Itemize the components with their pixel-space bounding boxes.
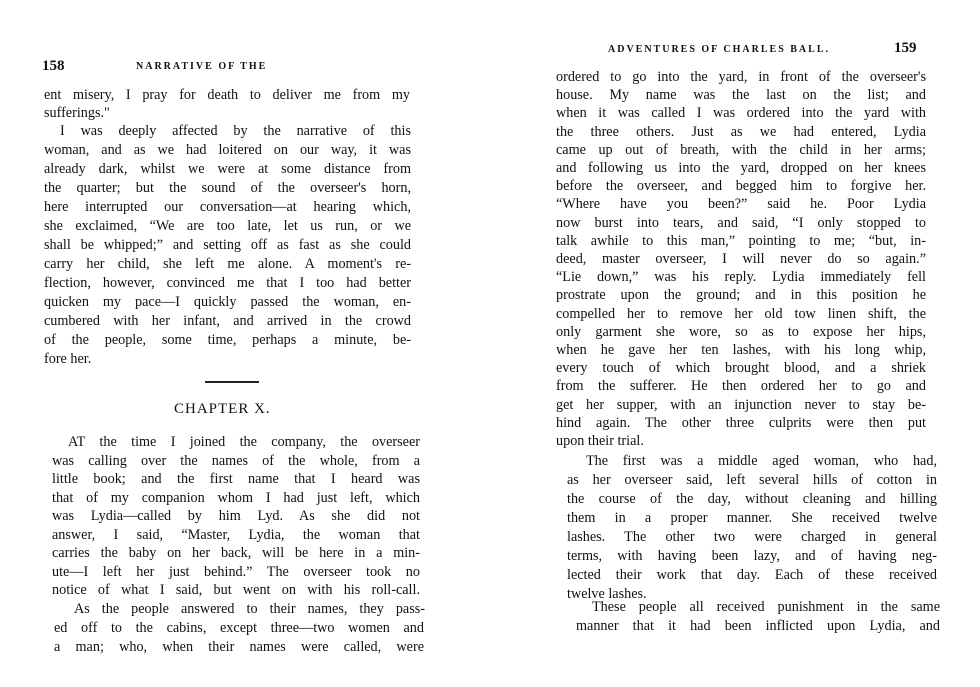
text-line: carry her child, she left me alone. A moment's re- xyxy=(44,256,411,272)
text-line: deed, master overseer, I will never do so again.” xyxy=(556,251,926,267)
text-line: I was deeply affected by the narrative of this xyxy=(60,123,411,139)
text-line: came up out of breath, with the child in her arms; xyxy=(556,141,926,158)
text-line: woman, and as we had loitered on our way, it was xyxy=(44,142,411,158)
text-line: prostrate upon the ground; and in this position he xyxy=(556,287,926,304)
text-line: quicken my pace—I quickly passed the woman, en- xyxy=(44,294,411,310)
text-line: twelve lashes. xyxy=(567,586,647,602)
text-line: lected their work that day. Each of these received xyxy=(567,567,937,583)
text-line: sufferings." xyxy=(44,105,110,121)
text-line: notice of what I said, but went on with his roll-call. xyxy=(52,582,420,598)
text-line: from the sufferer. He then ordered her to go and xyxy=(556,378,926,395)
text-line: The first was a middle aged woman, who had, xyxy=(586,453,937,469)
text-line: when he gave her ten lashes, with his long whip, xyxy=(556,342,926,358)
text-line: the quarter; but the sound of the overseer's horn, xyxy=(44,180,411,196)
text-line: and following us into the yard, dropped on her knees xyxy=(556,160,926,176)
text-line: the three others. Just as we had entered, Lydia xyxy=(556,123,926,140)
text-line: only garment she wore, so as to expose her hips, xyxy=(556,323,926,340)
text-line: here interrupted our conversation—at hearing which, xyxy=(44,199,411,215)
text-line: that of my companion whom I had just left, which xyxy=(52,489,420,506)
page-number: 158 xyxy=(42,58,65,74)
text-line: talk awhile to this man,” pointing to me; “but, in- xyxy=(556,232,926,249)
text-line: shall be whipped;” and setting off as fast as she could xyxy=(44,237,411,253)
text-line: compelled her to remove her old tow linen shift, the xyxy=(556,305,926,322)
text-line: house. My name was the last on the list; and xyxy=(556,87,926,104)
text-line: ordered to go into the yard, in front of the overseer's xyxy=(556,69,926,85)
text-line: the course of the day, without cleaning and hilling xyxy=(567,491,937,507)
text-line: answer, I said, “Master, Lydia, the woman that xyxy=(52,526,420,543)
section-divider xyxy=(205,381,259,383)
text-line: she exclaimed, “We are too late, let us run, or we xyxy=(44,218,411,234)
text-line: a man; who, when their names were called, were xyxy=(54,639,424,655)
text-line: ed off to the cabins, except three—two women and xyxy=(54,620,424,636)
text-line: ute—I left her just behind.” The overseer took no xyxy=(52,563,420,580)
text-line: get her supper, with an injunction never to stay be- xyxy=(556,396,926,413)
running-head: NARRATIVE OF THE xyxy=(136,61,268,72)
right-page xyxy=(490,0,980,687)
text-line: now burst into tears, and said, “I only stopped to xyxy=(556,214,926,231)
text-line: “Lie down,” was his reply. Lydia immediately fell xyxy=(556,269,926,286)
chapter-heading: CHAPTER X. xyxy=(174,401,271,417)
text-line: “Where have you been?” said he. Poor Lydia xyxy=(556,196,926,213)
text-line: fore her. xyxy=(44,351,92,367)
text-line: cumbered with her infant, and arrived in the crowd xyxy=(44,313,411,329)
text-line: was Lydia—called by him Lyd. As she did not xyxy=(52,508,420,524)
text-line: upon their trial. xyxy=(556,433,644,449)
running-head: ADVENTURES OF CHARLES BALL. xyxy=(608,44,830,55)
text-line: hind again. The other three culprits were then put xyxy=(556,414,926,431)
text-line: was calling over the names of the whole, from a xyxy=(52,452,420,469)
text-line: terms, with having been lazy, and of having neg- xyxy=(567,548,937,564)
text-line: These people all received punishment in the same xyxy=(592,599,940,615)
text-line: AT the time I joined the company, the overseer xyxy=(68,434,420,450)
text-line: lashes. The other two were charged in general xyxy=(567,529,937,545)
text-line: when it was called I was ordered into the yard with xyxy=(556,105,926,122)
text-line: little book; and the first name that I heard was xyxy=(52,471,420,487)
text-line: carries the baby on her back, will be here in a min- xyxy=(52,545,420,561)
text-line: As the people answered to their names, they pass- xyxy=(74,601,425,617)
text-line: manner that it had been inflicted upon Lydia, and xyxy=(576,618,940,634)
text-line: ent misery, I pray for death to deliver me from my xyxy=(44,87,410,103)
page-number: 159 xyxy=(894,40,917,56)
text-line: already dark, whilst we were at some distance from xyxy=(44,161,411,177)
text-line: as her overseer said, left several hills of cotton in xyxy=(567,472,937,488)
text-line: of the people, some time, perhaps a minute, be- xyxy=(44,332,411,348)
text-line: every touch of which brought blood, and a shriek xyxy=(556,360,926,377)
text-line: flection, however, convinced me that I too had better xyxy=(44,275,411,291)
text-line: before the overseer, and begged him to forgive her. xyxy=(556,178,926,195)
text-line: them in a proper manner. She received twelve xyxy=(567,510,937,526)
